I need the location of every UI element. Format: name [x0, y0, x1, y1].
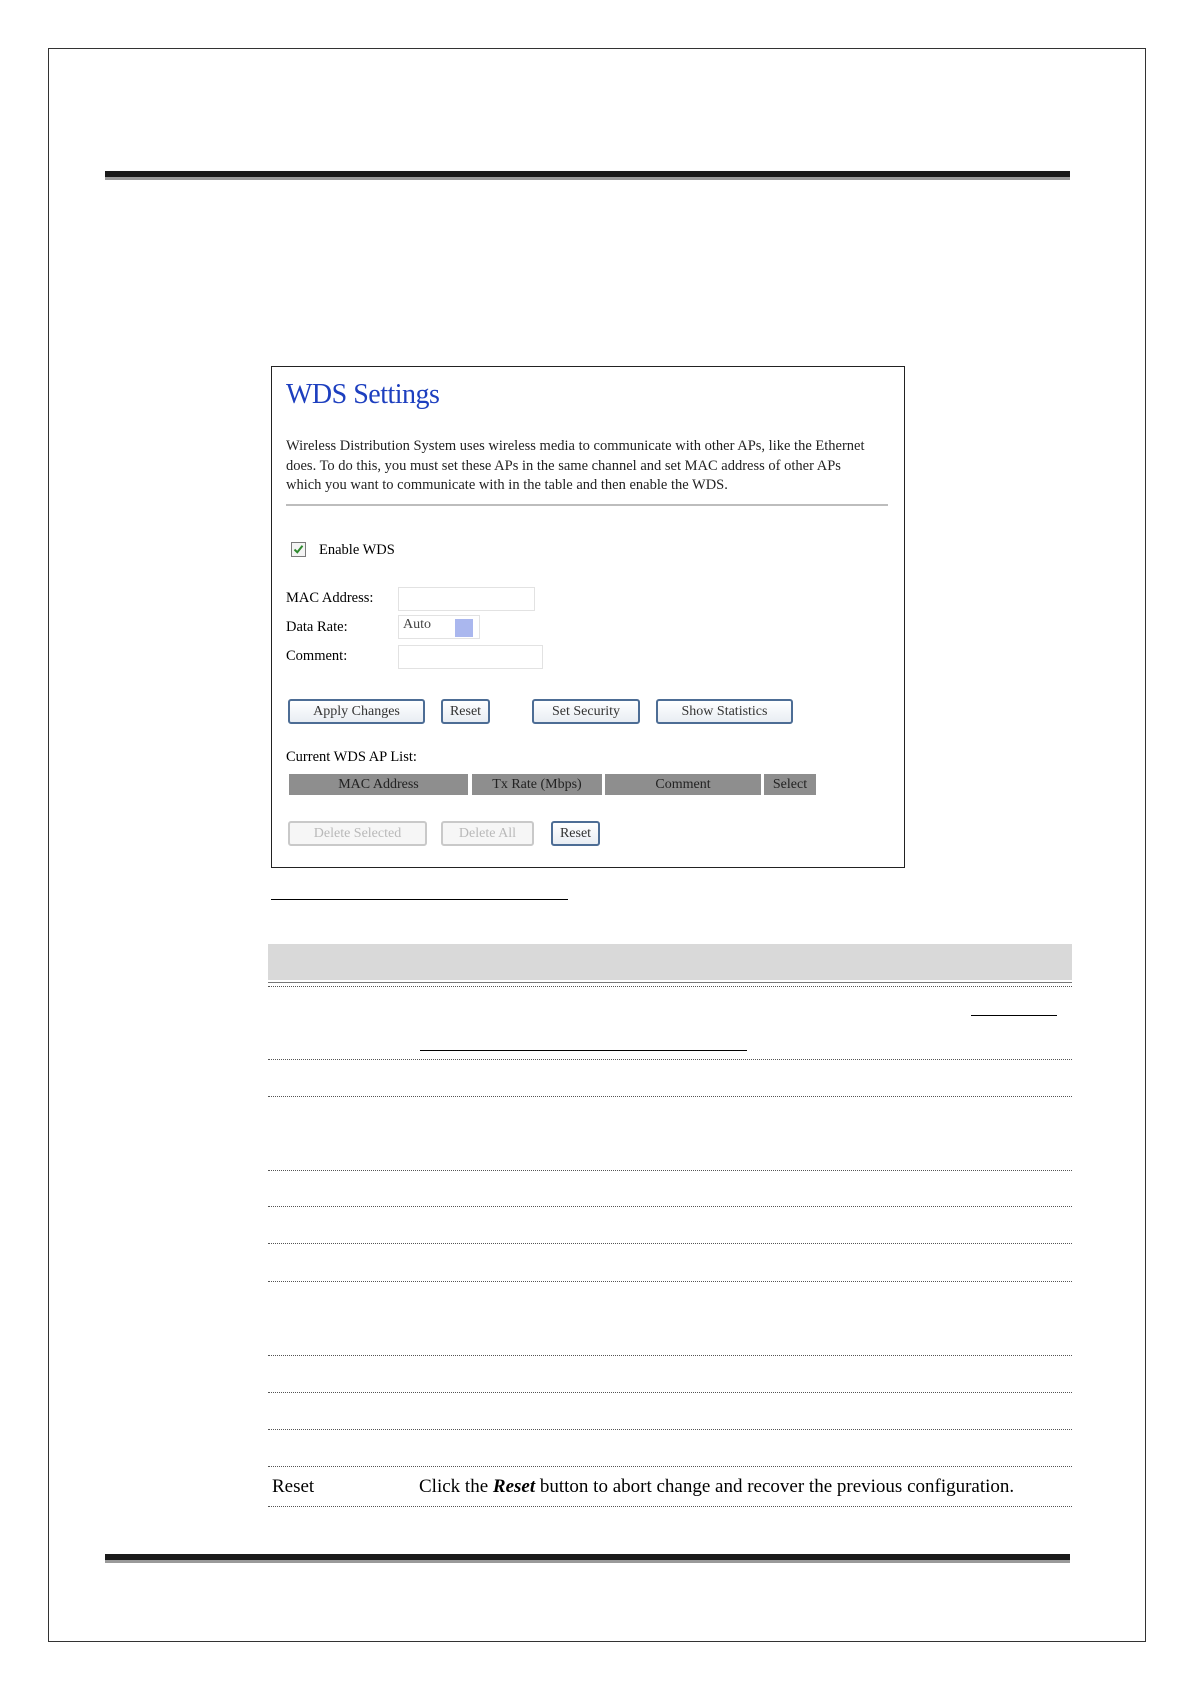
- wds-ap-list-label: Current WDS AP List:: [286, 749, 417, 765]
- data-rate-value: Auto: [403, 617, 431, 632]
- table-row-rule: [268, 1466, 1072, 1467]
- enable-wds-label: Enable WDS: [319, 542, 395, 558]
- table-row-rule: [268, 1206, 1072, 1207]
- link-underline: [971, 1015, 1057, 1016]
- comment-input[interactable]: [398, 645, 543, 669]
- column-comment: Comment: [605, 774, 761, 795]
- table-row-rule: [268, 1096, 1072, 1097]
- checkmark-icon: [293, 544, 304, 555]
- mac-address-label: MAC Address:: [286, 590, 374, 606]
- table-row-rule: [268, 1355, 1072, 1356]
- chevron-down-icon[interactable]: [455, 619, 473, 637]
- footer-rule: [105, 1554, 1070, 1563]
- row-desc-reset: [419, 1476, 1014, 1498]
- link-underline: [420, 1050, 747, 1051]
- desc-prefix: Click the: [419, 1476, 493, 1497]
- show-statistics-button[interactable]: Show Statistics: [656, 699, 793, 724]
- delete-selected-button[interactable]: Delete Selected: [288, 821, 427, 846]
- set-security-button[interactable]: Set Security: [532, 699, 640, 724]
- apply-changes-button[interactable]: Apply Changes: [288, 699, 425, 724]
- row-key-reset: Reset: [272, 1476, 315, 1497]
- reset-list-button[interactable]: Reset: [551, 821, 600, 846]
- enable-wds-checkbox[interactable]: [291, 542, 306, 557]
- mac-address-input[interactable]: [398, 587, 535, 611]
- reset-button[interactable]: Reset: [441, 699, 490, 724]
- column-mac-address: MAC Address: [289, 774, 468, 795]
- caption-underline: [271, 899, 568, 900]
- column-select: Select: [764, 774, 816, 795]
- table-row-rule: [268, 1429, 1072, 1430]
- table-row-rule: [268, 1170, 1072, 1171]
- desc-suffix: button to abort change and recover the previous configuration.: [535, 1476, 1015, 1497]
- comment-label: Comment:: [286, 648, 348, 664]
- divider: [286, 504, 888, 506]
- table-bottom-rule: [268, 1506, 1072, 1507]
- data-rate-label: Data Rate:: [286, 619, 348, 635]
- wds-title: WDS Settings: [286, 379, 440, 410]
- table-header: [268, 944, 1072, 980]
- desc-bold: Reset: [492, 1476, 536, 1497]
- column-tx-rate: Tx Rate (Mbps): [472, 774, 602, 795]
- table-row-rule: [268, 1281, 1072, 1282]
- table-row-rule: [268, 1243, 1072, 1244]
- wds-description: Wireless Distribution System uses wireless media to communicate with other APs, like the Ethernet does. To do this, you must set these APs in the same channel and set MAC address of other APs which you want to communicate with in the table and then enable the WDS.: [286, 438, 865, 493]
- table-row-rule: [268, 1392, 1072, 1393]
- wds-settings-screenshot: [271, 366, 905, 868]
- table-header-rule: [268, 982, 1072, 983]
- delete-all-button[interactable]: Delete All: [441, 821, 534, 846]
- table-row-rule: [268, 1059, 1072, 1060]
- table-row-rule: [268, 986, 1072, 987]
- header-rule: [105, 171, 1070, 180]
